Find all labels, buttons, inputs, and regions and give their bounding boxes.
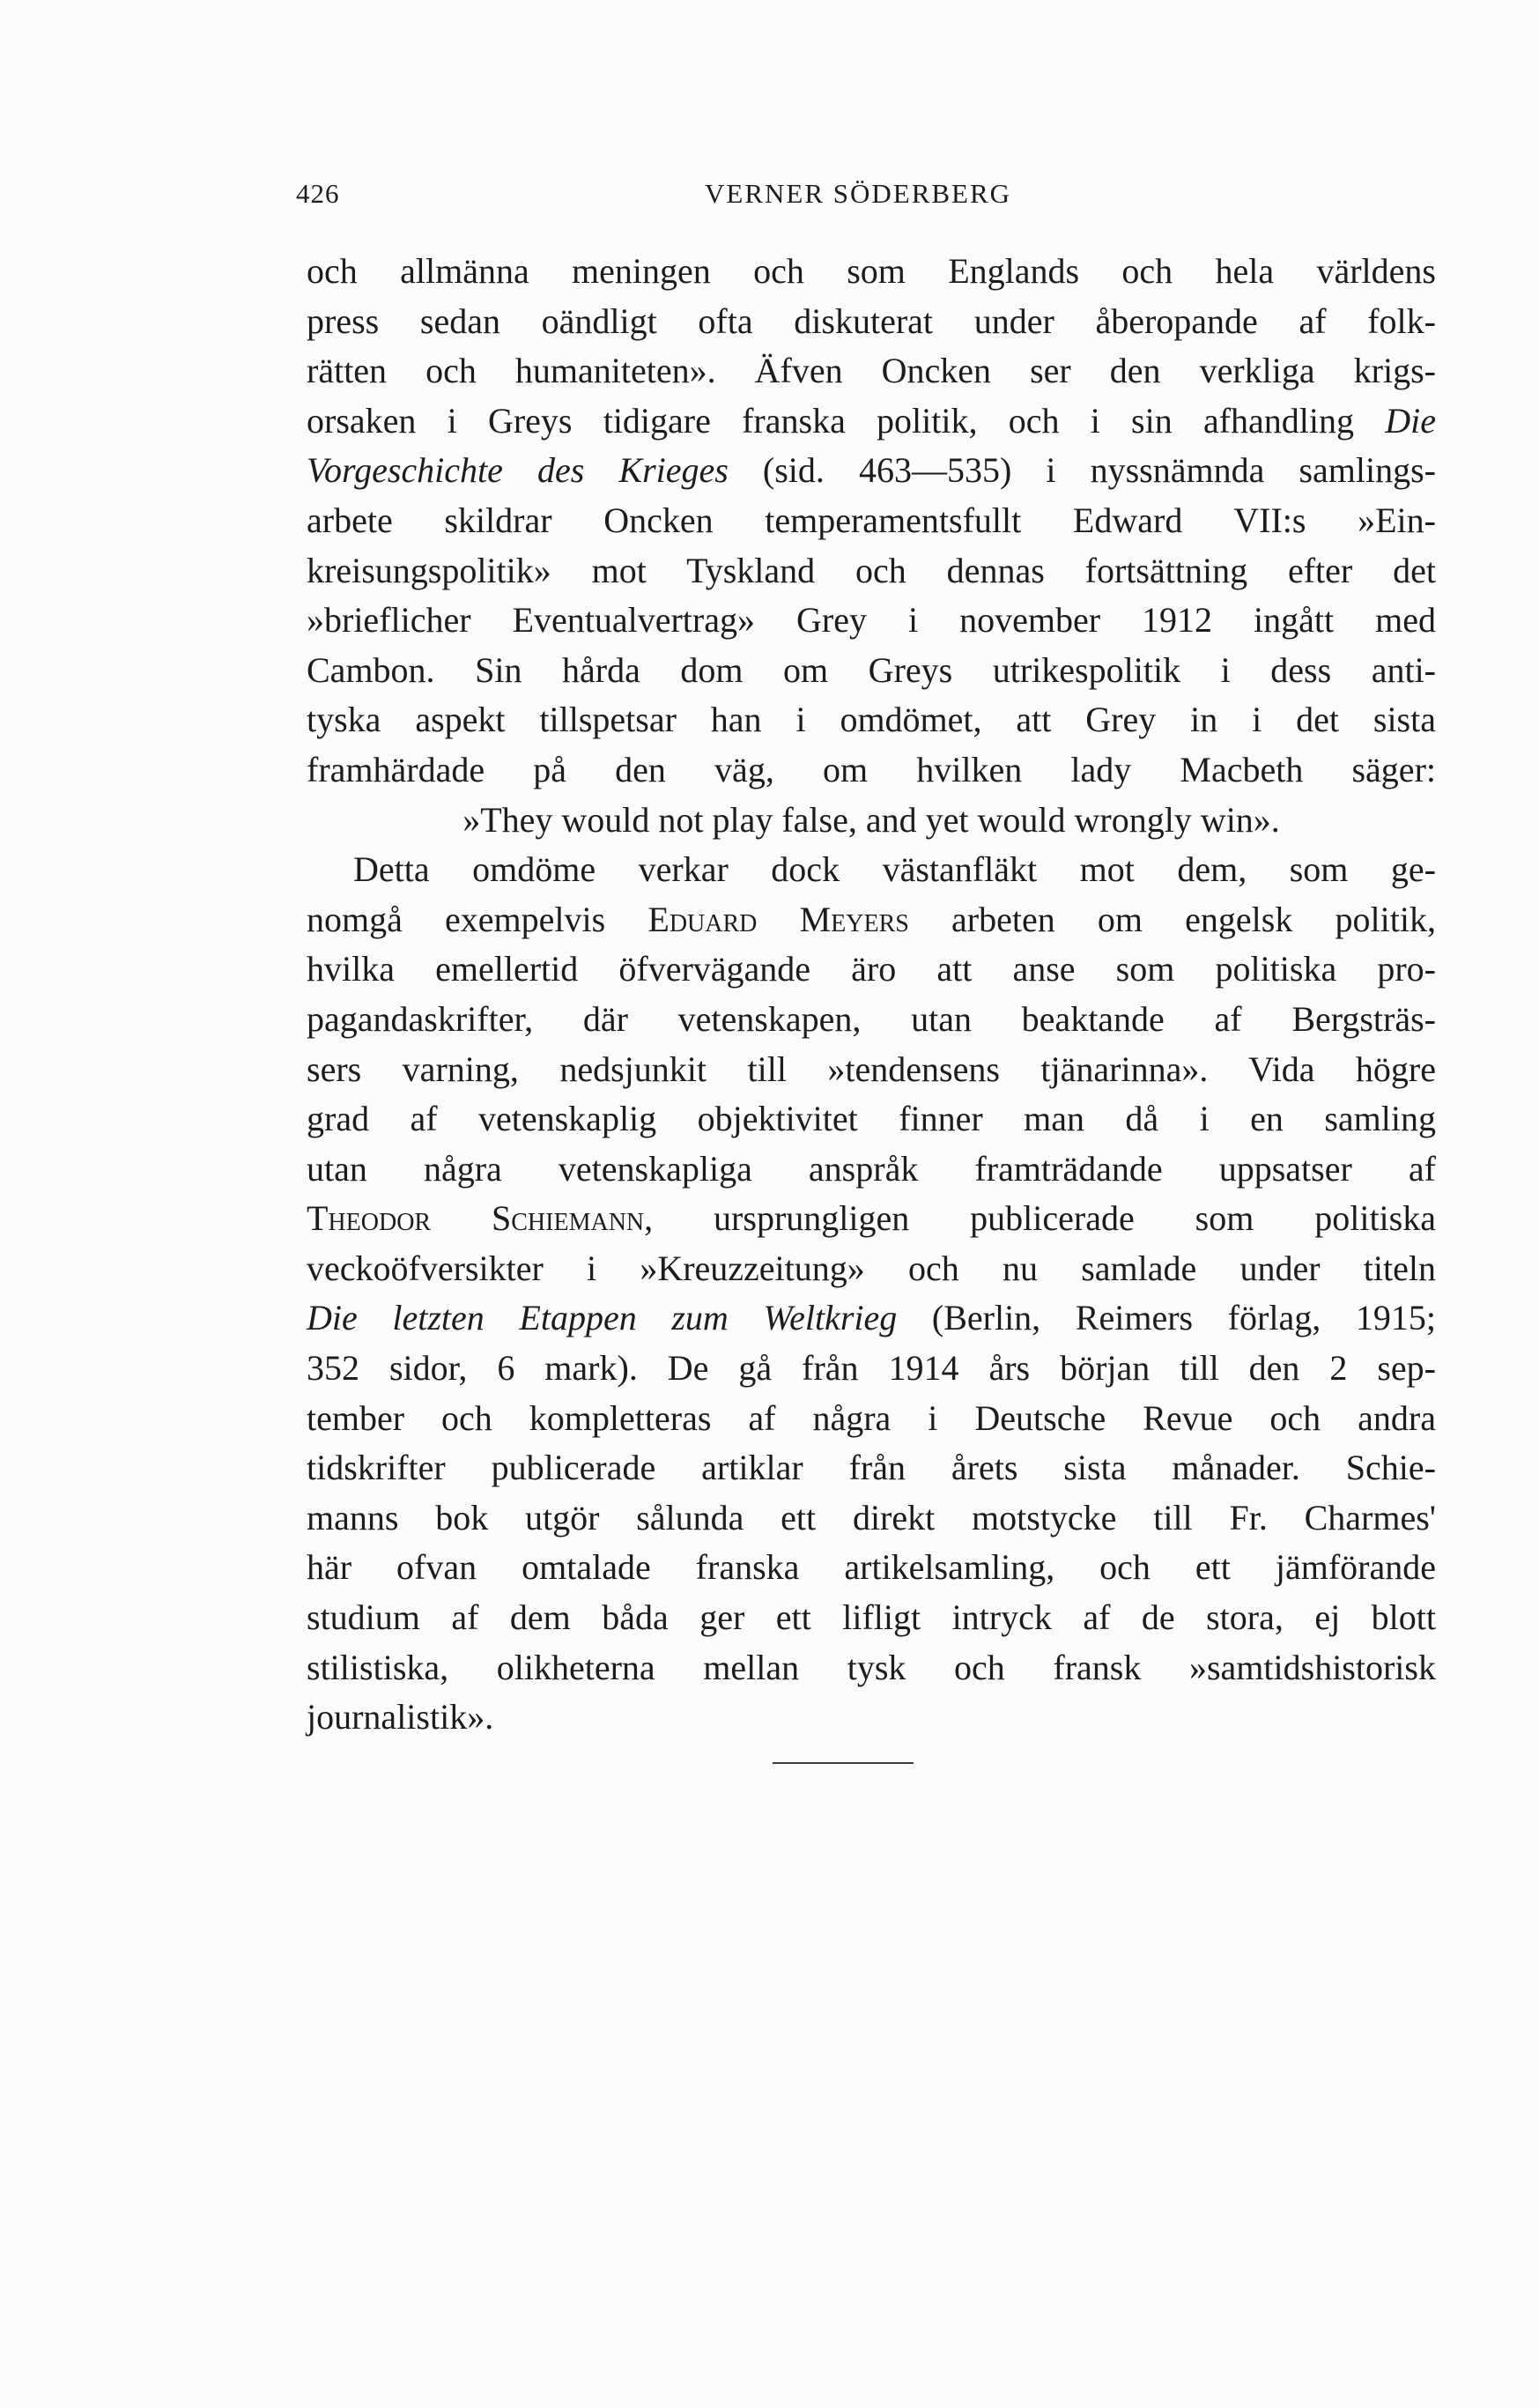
text-line: veckoöfversikter i »Kreuzzeitung» och nu samlade under titeln	[307, 1248, 1436, 1288]
author-name: Theodor Schiemann	[307, 1198, 645, 1239]
text-line: rätten och humaniteten». Äfven Oncken ser den verkliga krigs-	[307, 351, 1436, 391]
text-line: Theodor Schiemann, ursprungligen publicerade som politiska	[307, 1198, 1436, 1239]
page-number: 426	[296, 178, 340, 209]
text-line: orsaken i Greys tidigare franska politik, och i sin afhandling Die	[307, 400, 1436, 441]
text-line: arbete skildrar Oncken temperamentsfullt Edward VII:s »Ein-	[307, 500, 1436, 540]
text-line: framhärdade på den väg, om hvilken lady Macbeth säger:	[307, 749, 1436, 789]
text-line: Cambon. Sin hårda dom om Greys utrikespolitik i dess anti-	[307, 649, 1436, 690]
text-line: pagandaskrifter, där vetenskapen, utan beaktande af Bergsträs-	[307, 998, 1436, 1039]
page-header	[291, 178, 1436, 213]
italic-title: Die letzten Etappen zum Weltkrieg	[307, 1298, 898, 1338]
text-line: här ofvan omtalade franska artikelsamling, och ett jämförande	[307, 1547, 1436, 1588]
text-line: Vorgeschichte des Krieges (sid. 463—535) i nyssnämnda samlings-	[307, 450, 1436, 491]
paragraph-start-line: Detta omdöme verkar dock västanfläkt mot dem, som ge-	[353, 849, 1436, 890]
text-line: press sedan oändligt ofta diskuterat under åberopande af folk-	[307, 300, 1436, 341]
text-line: »brieflicher Eventualvertrag» Grey i november 1912 ingått med	[307, 600, 1436, 641]
text-line: utan några vetenskapliga anspråk framträdande uppsatser af	[307, 1148, 1436, 1189]
running-head: VERNER SÖDERBERG	[705, 178, 1012, 209]
text-line: tember och kompletteras af några i Deutsche Revue och andra	[307, 1397, 1436, 1438]
text-line: kreisungspolitik» mot Tyskland och dennas fortsättning efter det	[307, 550, 1436, 590]
text-line: hvilka emellertid öfvervägande äro att anse som politiska pro-	[307, 949, 1436, 989]
text-line: 352 sidor, 6 mark). De gå från 1914 års början till den 2 sep-	[307, 1348, 1436, 1389]
text-line: journalistik».	[307, 1697, 494, 1737]
author-name: Eduard Meyers	[647, 899, 909, 939]
italic-title: Vorgeschichte des Krieges	[307, 450, 729, 491]
text-line: grad af vetenskaplig objektivitet finner man då i en samling	[307, 1099, 1436, 1139]
italic-title: Die	[1385, 400, 1436, 441]
section-divider	[773, 1762, 914, 1764]
text-line: tidskrifter publicerade artiklar från årets sista månader. Schie-	[307, 1448, 1436, 1488]
text-line: stilistiska, olikheterna mellan tysk och fransk »samtidshistorisk	[307, 1647, 1436, 1687]
quote-line: »They would not play false, and yet would wrongly win».	[462, 799, 1280, 840]
text-line: tyska aspekt tillspetsar han i omdömet, att Grey in i det sista	[307, 700, 1436, 740]
body-text	[307, 247, 1436, 1743]
text-line: manns bok utgör sålunda ett direkt motstycke till Fr. Charmes'	[307, 1497, 1436, 1537]
text-line: Die letzten Etappen zum Weltkrieg (Berlin, Reimers förlag, 1915;	[307, 1298, 1436, 1338]
text-line: studium af dem båda ger ett lifligt intryck af de stora, ej blott	[307, 1597, 1436, 1638]
text-line: och allmänna meningen och som Englands och hela världens	[307, 251, 1436, 291]
text-line: sers varning, nedsjunkit till »tendensens tjänarinna». Vida högre	[307, 1048, 1436, 1089]
text-line: nomgå exempelvis Eduard Meyers arbeten om engelsk politik,	[307, 899, 1437, 939]
